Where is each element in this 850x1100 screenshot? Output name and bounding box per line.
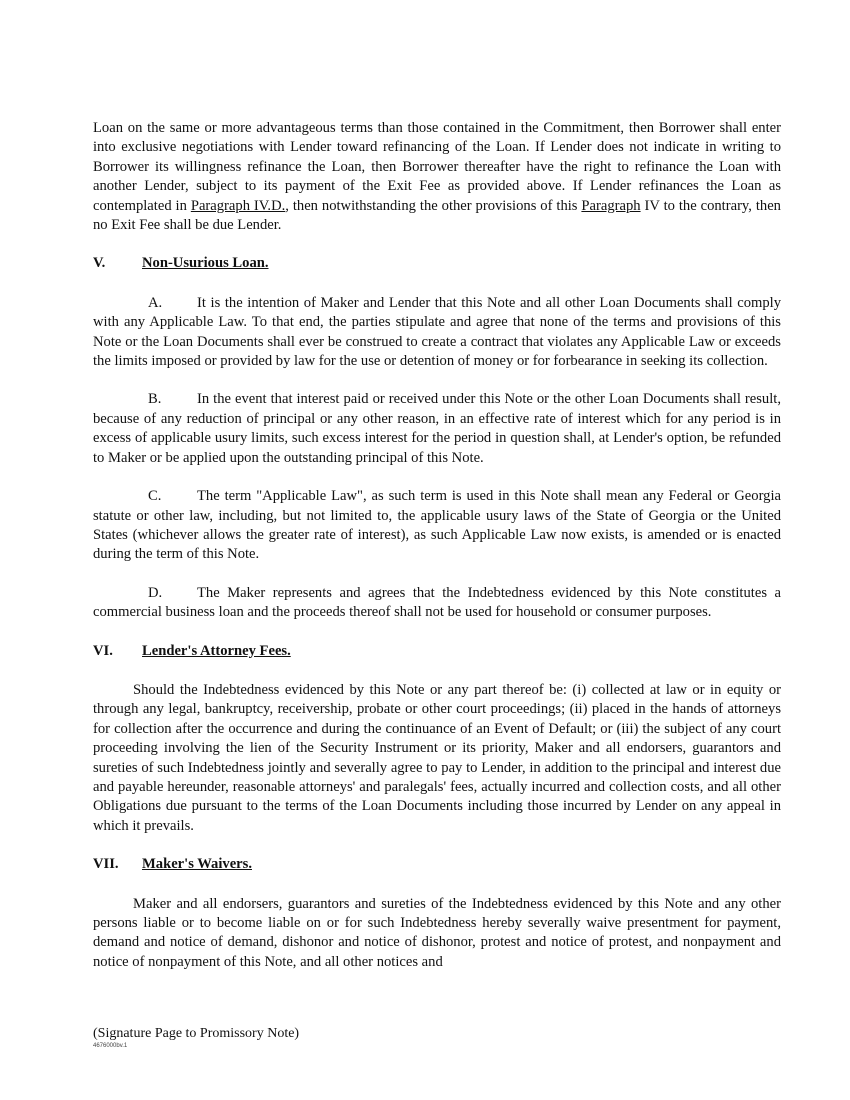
section-heading-vii: VII. Maker's Waivers. — [93, 856, 252, 873]
footer-label: (Signature Page to Promissory Note) — [93, 1026, 300, 1041]
section-v-c: C. The term "Applicable Law", as such term is used in this Note shall mean any Federal or Georgia statute or other law, including, but not limited to, the applicable usury laws of the State of Georgia or the United States (whichever allows the greater rate of interest), as such Applicable Law now exists, is amended or is enacted during the term of this Note. — [93, 488, 781, 563]
paragraph-reference: Paragraph — [581, 197, 641, 214]
section-vii-text: Maker and all endorsers, guarantors and sureties of the Indebtedness evidenced by this Note and any other persons liable or to become liable on or for such Indebtedness hereby severally waive presentment for payment, demand and notice of demand, dishonor and notice of dishonor, protest and notice of protest, and nonpayment and notice of nonpayment of this Note, and all other notices and — [93, 895, 781, 970]
paragraph-reference: Paragraph IV.D. — [190, 197, 286, 214]
section-heading-v: V. Non-Usurious Loan. — [93, 255, 269, 272]
section-vi-text: Should the Indebtedness evidenced by this Note or any part thereof be: (i) collected at law or in equity or through any legal, bankruptcy, receivership, probate or other court proceedings; (ii) placed in the hands of attorneys for collection after the occurrence and during the continuance of an Event of Default; or (iii) the subject of any court proceeding involving the lien of the Security Instrument or its priority, Maker and all endorsers, guarantors and sureties of such Indebtedness jointly and severally agree to pay to Lender, in addition to the principal and interest due and payable hereunder, reasonable attorneys' and paralegals' fees, actually incurred and collection costs, and all other Obligations due pursuant to the terms of the Loan Documents including those incurred by Lender on any appeal in which it prevails. — [93, 681, 781, 834]
document-body — [93, 119, 781, 972]
section-v-a: A. It is the intention of Maker and Lender that this Note and all other Loan Documents shall comply with any Applicable Law. To that end, the parties stipulate and agree that none of the terms and provisions of this Note or the Loan Documents shall ever be construed to create a contract that violates any Applicable Law or exceeds the limits imposed or provided by law for the use or detention of money or for forbearance in seeking its collection. — [93, 294, 781, 370]
section-v-d: D. The Maker represents and agrees that the Indebtedness evidenced by this Note constitutes a commercial business loan and the proceeds thereof shall not be used for household or consumer purposes. — [93, 584, 781, 621]
section-heading-vi: VI. Lender's Attorney Fees. — [93, 642, 291, 659]
intro-paragraph: Loan on the same or more advantageous terms than those contained in the Commitment, then Borrower shall enter into exclusive negotiations with Lender toward refinancing of the Loan. If Lender does not indicate in writing to Borrower its willingness refinance the Loan, then Borrower thereafter have the right to refinance the Loan with another Lender, subject to its payment of the Exit Fee as provided above. If Lender refinances the Loan as contemplated in Paragraph IV.D., then notwithstanding the other provisions of this Paragraph IV to the contrary, then no Exit Fee shall be due Lender. — [93, 120, 781, 234]
page-footer — [93, 1026, 299, 1050]
document-id: 4676000bv.1 — [93, 1043, 128, 1049]
section-v-b: B. In the event that interest paid or received under this Note or the other Loan Documents shall result, because of any reduction of principal or any other reason, in an effective rate of interest which for any period is in excess of applicable usury limits, such excess interest for the period in question shall, at Lender's option, be refunded to Maker or be applied upon the outstanding principal of this Note. — [93, 391, 781, 466]
